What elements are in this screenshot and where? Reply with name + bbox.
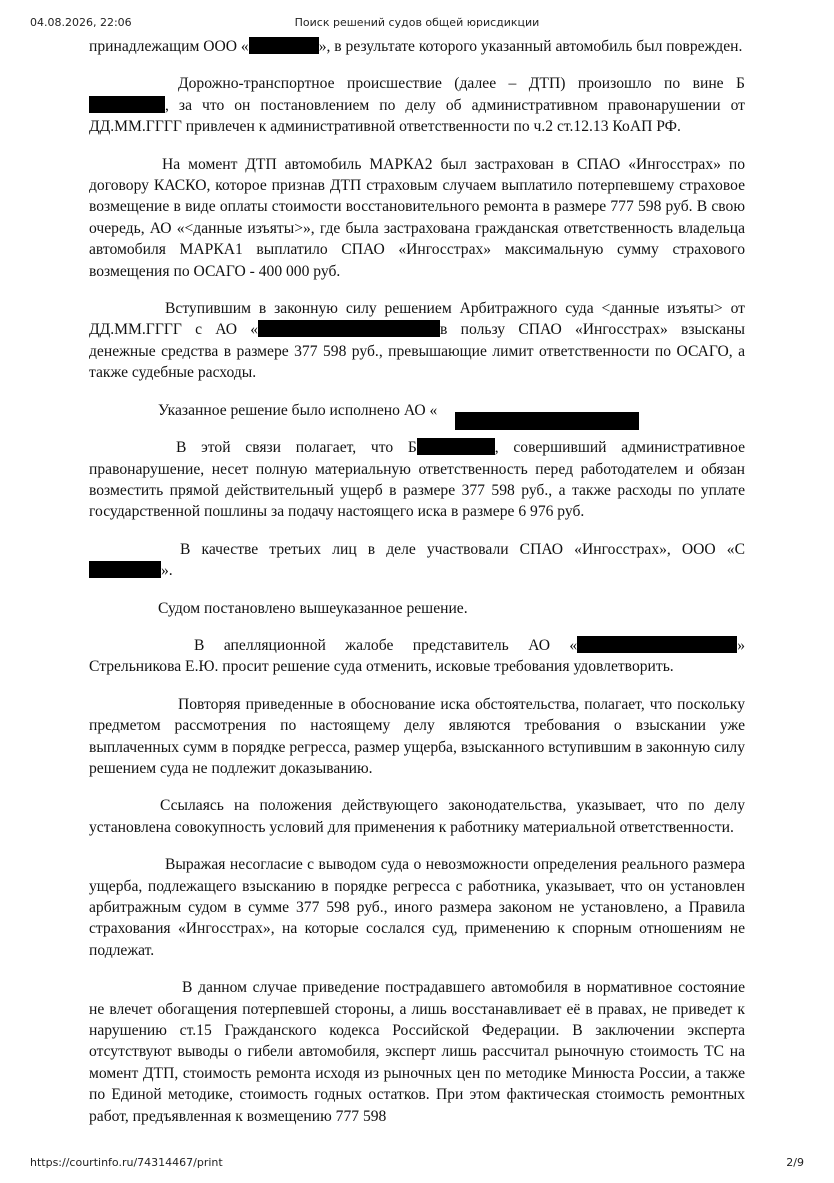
redaction-bar <box>89 96 165 113</box>
paragraph <box>89 298 745 384</box>
paragraph <box>89 854 745 961</box>
redaction-bar <box>455 412 639 430</box>
paragraph <box>89 694 745 780</box>
redaction-bar <box>577 636 737 653</box>
paragraph-text: Выражая несогласие с выводом суда о невозможности определения реального размера ущерба, подлежащего взысканию в порядке регресса с работника, указывает, что он установлен арбитражным судом в сумме 377 598 руб., иного размера законом не установлено, а Правила страхования «Ингосстрах», на которые сослался суд, применению к спорным отношениям не подлежат. <box>89 856 745 959</box>
paragraph-text: В данном случае приведение пострадавшего автомобиля в нормативное состояние не влечет обогащения потерпевшей стороны, а лишь восстанавливает её в правах, не приведет к нарушению ст.15 Гражданского кодекса Российской Федерации. В заключении эксперта отсутствуют выводы о гибели автомобиля, эксперт лишь рассчитал рыночную стоимость ТС на момент ДТП, стоимость ремонта исходя из рыночных цен по методике Минюста России, а также по Единой методике, стоимость годных остатков. При этом фактическая стоимость ремонтных работ, предъявленная к возмещению 777 598 <box>89 979 745 1125</box>
print-page-title: Поиск решений судов общей юрисдикции <box>294 16 540 29</box>
redaction-bar <box>417 438 495 455</box>
paragraph-text: ». <box>161 562 173 580</box>
document-body <box>89 36 745 1127</box>
paragraph-text: В качестве третьих лиц в деле участвовали СПАО «Ингосстрах», ООО «С <box>180 540 745 558</box>
paragraph-text: Дорожно-транспортное происшествие (далее – ДТП) произошло по вине Б <box>178 75 745 93</box>
paragraph <box>89 437 745 523</box>
redaction-bar <box>89 561 161 578</box>
paragraph <box>89 539 745 582</box>
paragraph-text: Указанное решение было исполнено АО « <box>158 401 438 419</box>
redaction-bar <box>249 37 319 54</box>
print-footer <box>0 1156 834 1172</box>
print-datetime: 04.08.2026, 22:06 <box>30 16 132 29</box>
paragraph-text: Повторяя приведенные в обоснование иска обстоятельства, полагает, что поскольку предметом рассмотрения по настоящему делу являются требования о взыскании уже выплаченных сумм в порядке регресса, размер ущерба, взысканного вступившим в законную силу решением суда не подлежит доказыванию. <box>89 695 745 777</box>
paragraph <box>89 635 745 678</box>
paragraph-text: принадлежащим ООО « <box>89 38 249 55</box>
redaction-bar <box>258 320 440 337</box>
paragraph-text: Судом постановлено вышеуказанное решение. <box>158 599 468 617</box>
paragraph-text: », в результате которого указанный автомобиль был поврежден. <box>318 38 743 55</box>
paragraph-text: в пользу СПАО «Ингосстрах» взысканы денежные средства в размере 377 598 руб., превышающие лимит ответственности по ОСАГО, а также судебные расходы. <box>89 321 745 382</box>
paragraph-text: На момент ДТП автомобиль МАРКА2 был застрахован в СПАО «Ингосстрах» по договору КАСКО, которое признав ДТП страховым случаем выплатило потерпевшему страховое возмещение в виде оплаты стоимости восстановительного ремонта в размере 777 598 руб. В свою очередь, АО «<данные изъяты>», где была застрахована гражданская ответственность владельца автомобиля МАРКА1 выплатило СПАО «Ингосстрах» максимальную сумму страхового возмещения по ОСАГО - 400 000 руб. <box>89 155 745 280</box>
paragraph <box>89 73 745 137</box>
paragraph <box>89 400 745 421</box>
paragraph <box>89 154 745 282</box>
paragraph-text: » Стрельникова Е.Ю. просит решение суда отменить, исковые требования удовлетворить. <box>89 636 745 676</box>
paragraph-text: , совершивший административное правонарушение, несет полную материальную ответственность перед работодателем и обязан возместить прямой действительный ущерб в размере 377 598 руб., а также расходы по уплате государственной пошлины за подачу настоящего иска в размере 6 976 руб. <box>89 439 745 521</box>
paragraph-text: , за что он постановлением по делу об административном правонарушении от ДД.ММ.ГГГГ привлечен к административной ответственности по ч.2 ст.12.13 КоАП РФ. <box>89 96 745 136</box>
print-url: https://courtinfo.ru/74314467/print <box>30 1156 223 1169</box>
paragraph-text: В апелляционной жалобе представитель АО « <box>194 636 578 654</box>
paragraph <box>89 36 745 57</box>
print-header <box>0 16 834 32</box>
paragraph <box>89 977 745 1127</box>
page-number: 2/9 <box>786 1156 804 1169</box>
paragraph-text: Вступившим в законную силу решением Арбитражного суда <данные изъяты> от ДД.ММ.ГГГГ с АО « <box>89 300 745 339</box>
paragraph <box>89 598 745 619</box>
paragraph-text: В этой связи полагает, что Б <box>176 439 417 457</box>
paragraph-text: Ссылаясь на положения действующего законодательства, указывает, что по делу установлена совокупность условий для применения к работнику материальной ответственности. <box>89 797 745 836</box>
paragraph <box>89 795 745 838</box>
